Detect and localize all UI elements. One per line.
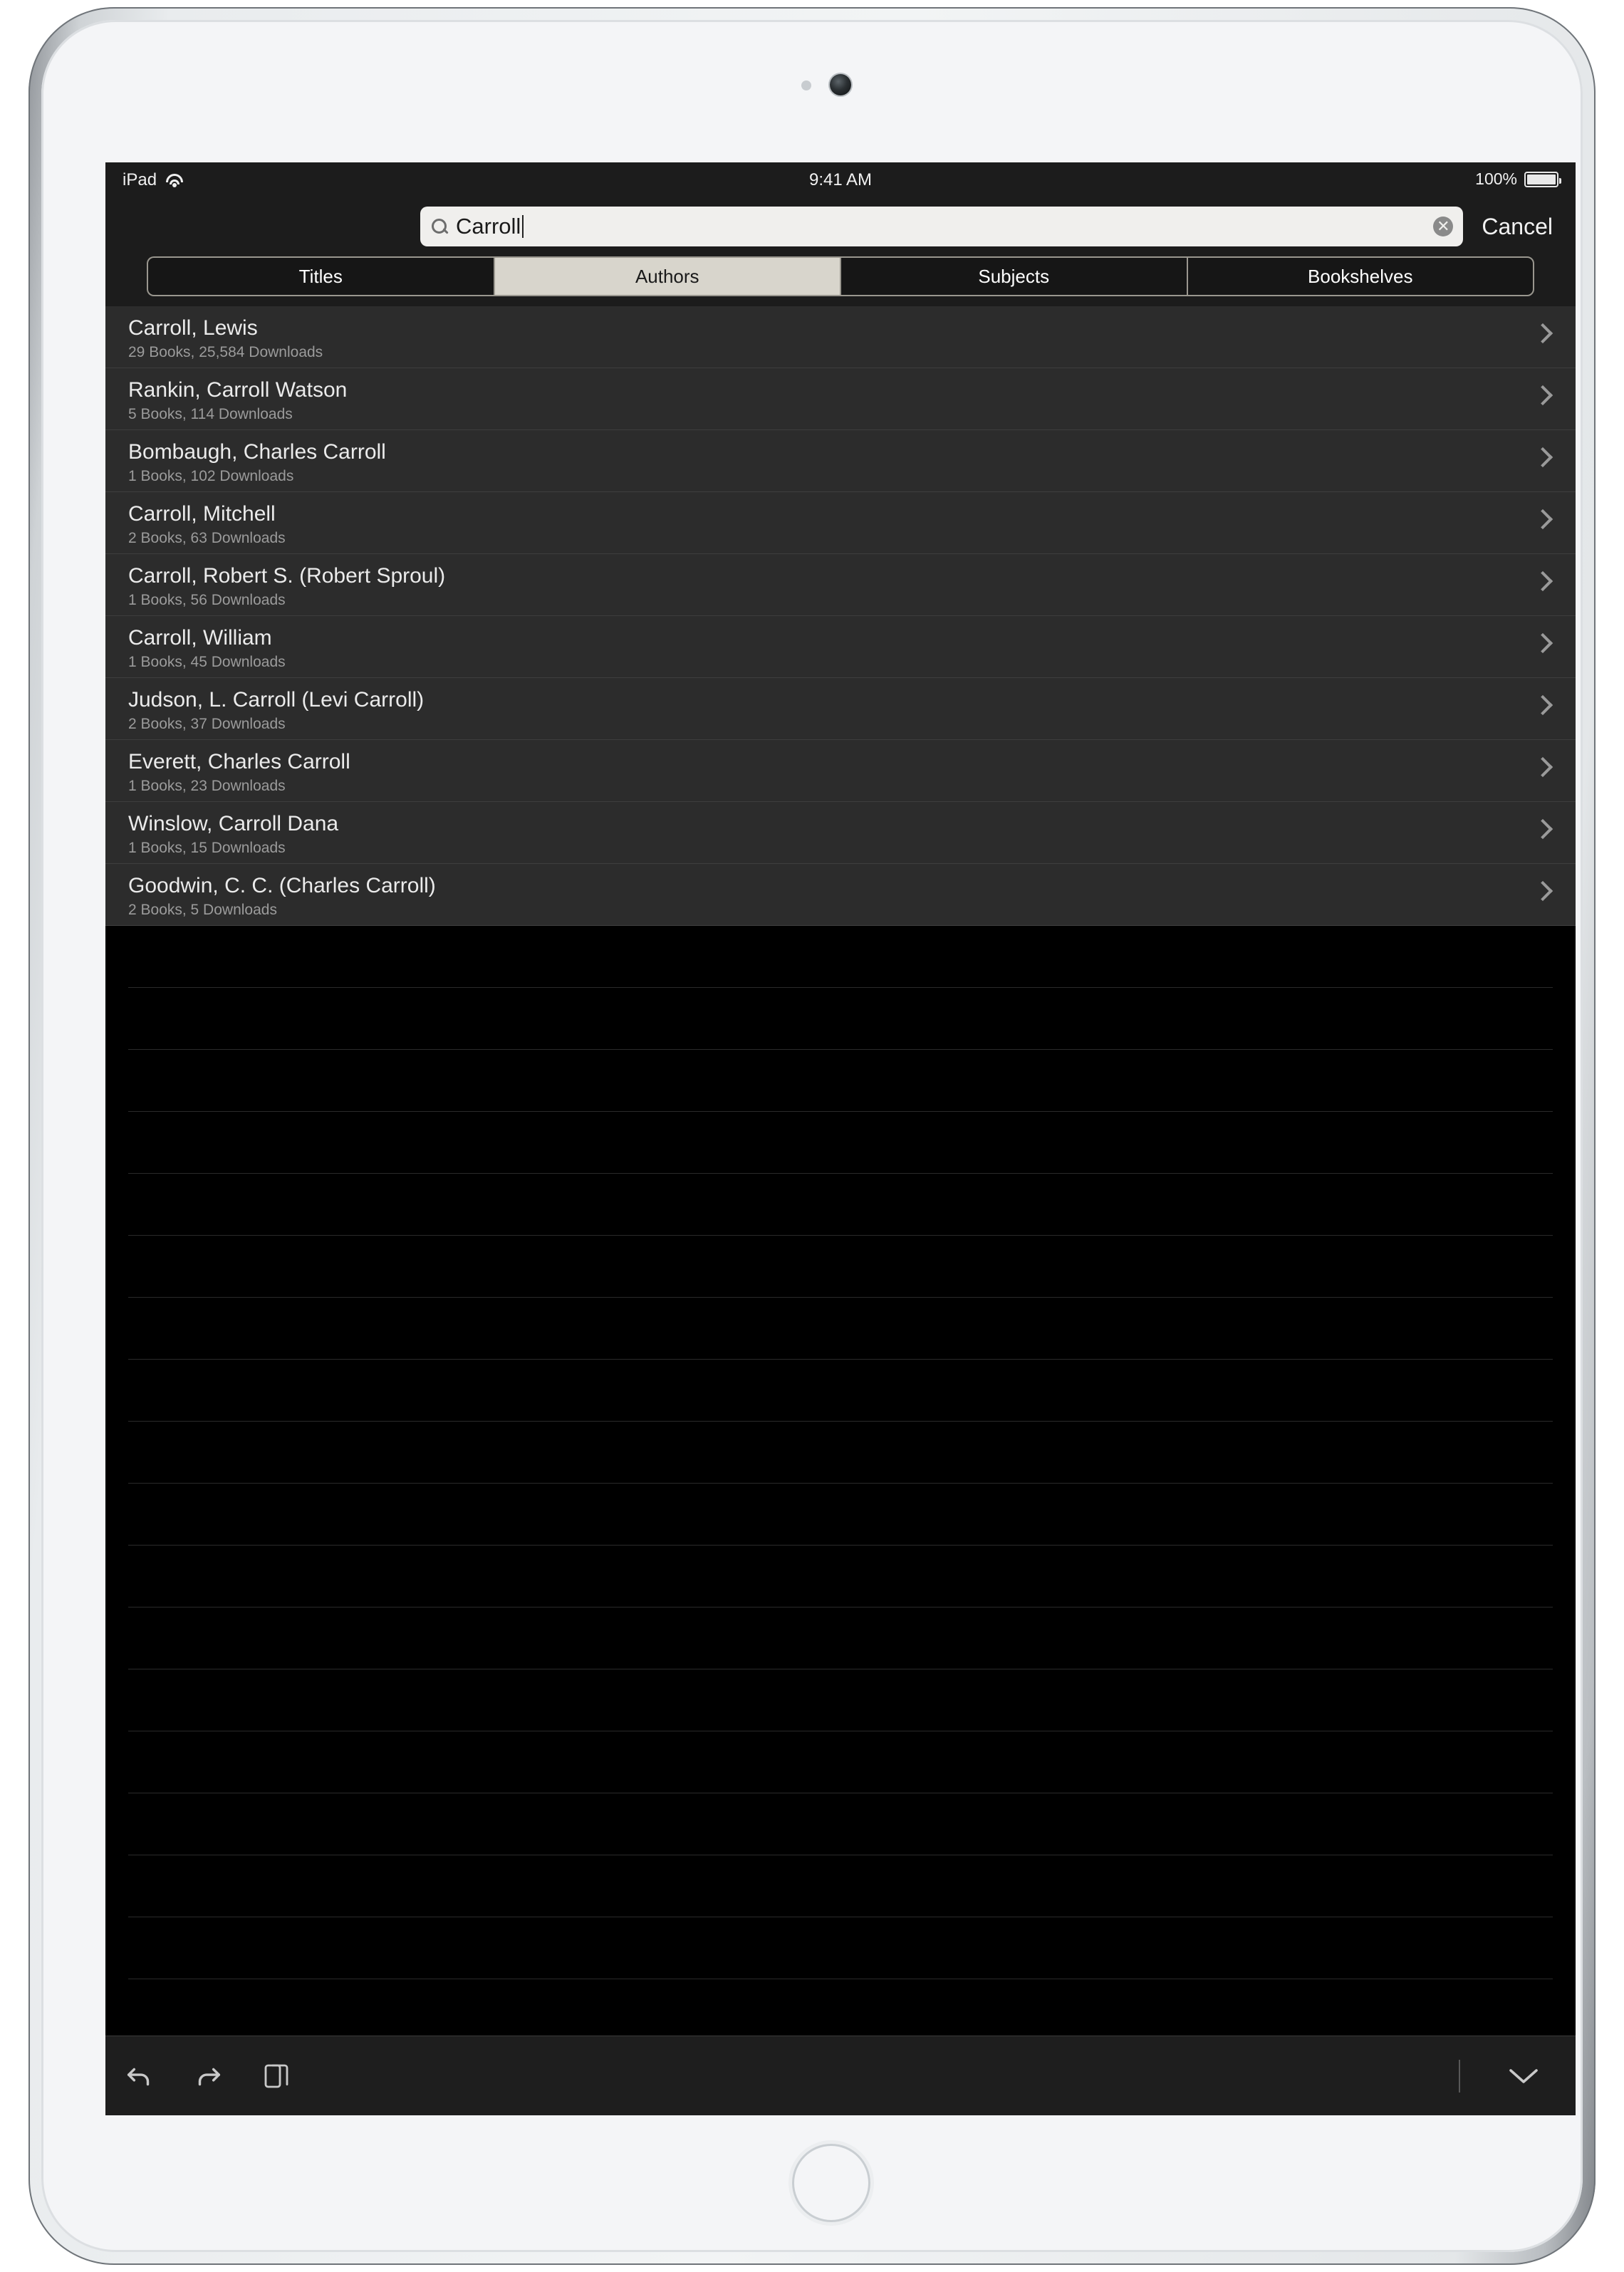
search-scope-segmented-control[interactable]: [105, 256, 1576, 306]
tab-subjects[interactable]: Subjects: [840, 256, 1187, 296]
list-item[interactable]: [105, 802, 1576, 864]
redo-button[interactable]: [174, 2036, 242, 2116]
hide-keyboard-button[interactable]: [1492, 2065, 1556, 2088]
empty-row: [128, 1050, 1553, 1112]
search-icon: [430, 217, 449, 236]
result-subtitle: 2 Books, 63 Downloads: [128, 530, 286, 546]
battery-percent-label: 100%: [1475, 170, 1517, 188]
result-title: Carroll, Mitchell: [128, 502, 276, 526]
result-subtitle: 1 Books, 102 Downloads: [128, 468, 294, 484]
empty-row: [128, 1793, 1553, 1855]
copy-paste-icon: [262, 2060, 291, 2092]
tab-titles[interactable]: Titles: [147, 256, 494, 296]
empty-row: [128, 1422, 1553, 1484]
list-item[interactable]: [105, 492, 1576, 554]
result-title: Carroll, Robert S. (Robert Sproul): [128, 564, 446, 588]
result-title: Winslow, Carroll Dana: [128, 812, 339, 835]
empty-row: [128, 1731, 1553, 1793]
empty-row: [128, 1174, 1553, 1236]
empty-row: [128, 1607, 1553, 1669]
cancel-button[interactable]: Cancel: [1482, 213, 1553, 239]
device-label: iPad: [123, 170, 157, 189]
undo-arrow-icon: [123, 2060, 156, 2093]
status-bar: [105, 162, 1576, 197]
result-subtitle: 5 Books, 114 Downloads: [128, 406, 293, 422]
search-input-value: [456, 214, 524, 239]
chevron-down-icon: [1506, 2065, 1541, 2088]
search-results-list: [105, 306, 1576, 926]
result-title: Goodwin, C. C. (Charles Carroll): [128, 874, 436, 897]
home-button[interactable]: [792, 2144, 870, 2222]
empty-row: [128, 926, 1553, 988]
empty-row: [128, 1917, 1553, 1979]
list-item[interactable]: [105, 864, 1576, 926]
empty-row: [128, 1855, 1553, 1917]
bottom-toolbar: [105, 2036, 1576, 2115]
redo-arrow-icon: [192, 2060, 224, 2093]
toolbar-divider: [1459, 2060, 1460, 2093]
empty-row: [128, 1112, 1553, 1174]
result-subtitle: 1 Books, 23 Downloads: [128, 778, 286, 794]
result-subtitle: 2 Books, 5 Downloads: [128, 902, 277, 918]
result-subtitle: 2 Books, 37 Downloads: [128, 716, 286, 732]
sensor-dot-icon: [801, 80, 811, 90]
result-title: Carroll, William: [128, 626, 272, 650]
empty-row: [128, 1298, 1553, 1360]
search-bar: [105, 197, 1576, 256]
search-input[interactable]: [420, 207, 1463, 246]
tab-authors[interactable]: Authors: [494, 256, 840, 296]
search-query-text: Carroll: [456, 214, 521, 239]
empty-row: [128, 1546, 1553, 1607]
result-subtitle: 29 Books, 25,584 Downloads: [128, 344, 323, 360]
status-bar-right: [1475, 170, 1558, 189]
list-item[interactable]: [105, 678, 1576, 740]
list-item[interactable]: [105, 306, 1576, 368]
list-item[interactable]: [105, 554, 1576, 616]
empty-row: [128, 1360, 1553, 1422]
paste-button[interactable]: [242, 2036, 311, 2116]
result-title: Bombaugh, Charles Carroll: [128, 440, 386, 464]
text-caret: [522, 215, 524, 238]
list-item[interactable]: [105, 368, 1576, 430]
result-title: Rankin, Carroll Watson: [128, 378, 348, 402]
tablet-screen: [105, 162, 1576, 2115]
result-subtitle: 1 Books, 56 Downloads: [128, 592, 286, 608]
empty-list-area: [105, 926, 1576, 1979]
clear-search-icon[interactable]: ✕: [1433, 217, 1453, 236]
result-subtitle: 1 Books, 15 Downloads: [128, 840, 286, 856]
list-item[interactable]: [105, 430, 1576, 492]
battery-full-icon: [1524, 172, 1558, 187]
result-title: Judson, L. Carroll (Levi Carroll): [128, 688, 425, 712]
front-camera-icon: [830, 74, 851, 95]
empty-row: [128, 1236, 1553, 1298]
empty-row: [128, 1484, 1553, 1546]
tab-bookshelves[interactable]: Bookshelves: [1187, 256, 1535, 296]
result-subtitle: 1 Books, 45 Downloads: [128, 654, 286, 670]
result-title: Everett, Charles Carroll: [128, 750, 350, 773]
device-frame: [28, 7, 1596, 2265]
empty-row: [128, 1669, 1553, 1731]
empty-row: [128, 988, 1553, 1050]
result-title: Carroll, Lewis: [128, 316, 258, 340]
undo-button[interactable]: [105, 2036, 174, 2116]
list-item[interactable]: [105, 740, 1576, 802]
status-bar-clock: 9:41 AM: [808, 170, 873, 189]
list-item[interactable]: [105, 616, 1576, 678]
